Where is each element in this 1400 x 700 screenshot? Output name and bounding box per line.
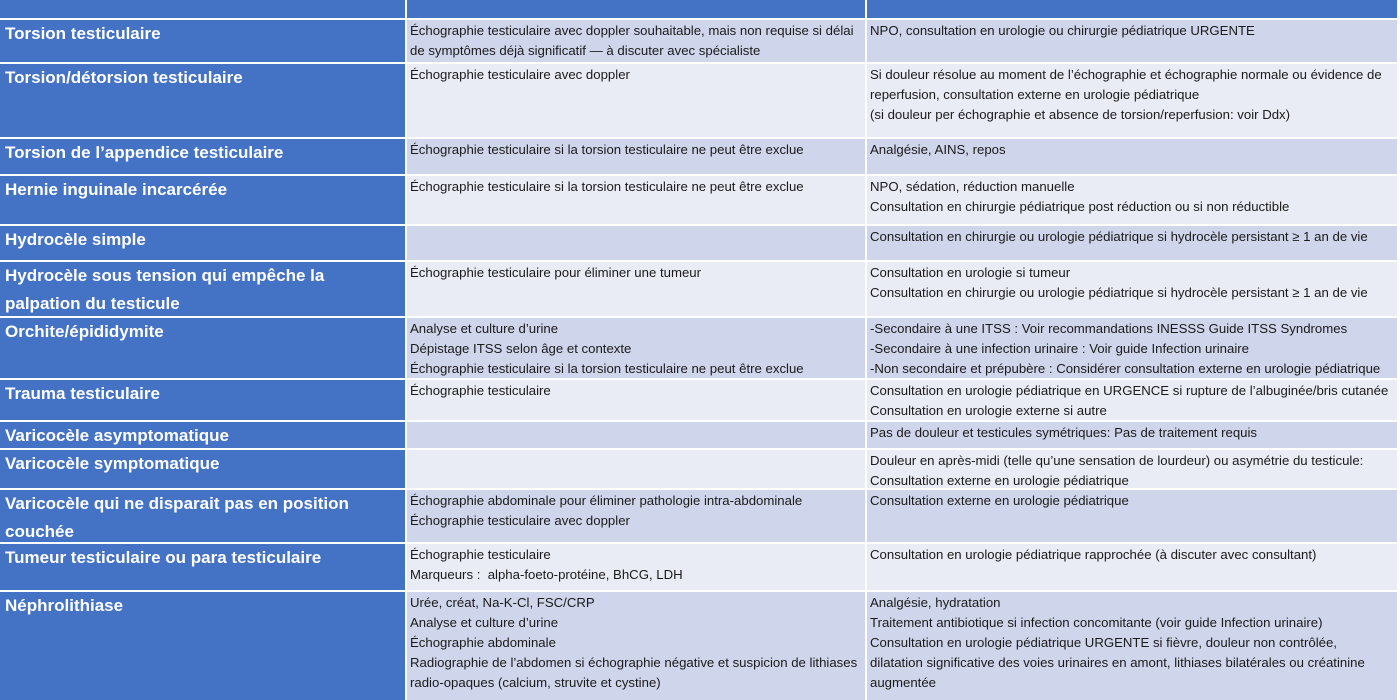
management-line: Traitement antibiotique si infection concomitante (voir guide Infection urinaire)	[870, 615, 1323, 630]
investigation-cell	[407, 450, 865, 488]
header-cell-diagnosis	[0, 0, 405, 18]
diagnosis-cell	[0, 20, 405, 62]
investigation-line: Échographie abdominale pour éliminer pathologie intra-abdominale	[410, 493, 803, 508]
management-cell	[867, 544, 1397, 590]
management-cell	[867, 176, 1397, 224]
management-line: Si douleur résolue au moment de l’échographie et échographie normale ou évidence de	[870, 67, 1382, 82]
management-line: (si douleur per échographie et absence de torsion/reperfusion: voir Ddx)	[870, 107, 1291, 122]
investigation-line: Échographie testiculaire avec doppler	[410, 67, 630, 82]
diagnosis-cell	[0, 262, 405, 316]
investigation-cell	[407, 20, 865, 62]
diagnosis-cell	[0, 139, 405, 174]
management-cell	[867, 262, 1397, 316]
investigation-line: Analyse et culture d’urine	[410, 321, 559, 336]
investigation-cell	[407, 176, 865, 224]
header-cell-management	[867, 0, 1397, 18]
management-line: Consultation en urologie externe si autre	[870, 403, 1107, 418]
management-cell	[867, 226, 1397, 260]
management-line: Consultation en chirurgie ou urologie pédiatrique si hydrocèle persistant ≥ 1 an de vie	[870, 229, 1368, 244]
management-line: augmentée	[870, 675, 936, 690]
diagnosis-cell	[0, 544, 405, 590]
investigation-cell	[407, 380, 865, 420]
investigation-line: Échographie testiculaire si la torsion testiculaire ne peut être exclue	[410, 142, 804, 157]
diagnosis-line: couchée	[5, 522, 74, 541]
diagnosis-cell	[0, 490, 405, 542]
management-line: Pas de douleur et testicules symétriques: Pas de traitement requis	[870, 425, 1258, 440]
investigation-cell	[407, 592, 865, 700]
investigation-cell	[407, 490, 865, 542]
investigation-line: Échographie testiculaire pour éliminer une tumeur	[410, 265, 702, 280]
management-cell	[867, 490, 1397, 542]
diagnosis-line: Trauma testiculaire	[5, 384, 160, 403]
management-line: Consultation en urologie pédiatrique en URGENCE si rupture de l’albuginée/bris cutanée	[870, 383, 1389, 398]
management-line: Consultation en chirurgie pédiatrique post réduction ou si non réductible	[870, 199, 1290, 214]
diagnosis-line: Varicocèle symptomatique	[5, 454, 220, 473]
management-line: -Secondaire à une infection urinaire : Voir guide Infection urinaire	[870, 341, 1250, 356]
management-cell	[867, 20, 1397, 62]
diagnosis-line: Orchite/épididymite	[5, 322, 164, 341]
diagnosis-line: Hydrocèle simple	[5, 230, 146, 249]
investigation-line: Échographie testiculaire	[410, 383, 551, 398]
investigation-line: Radiographie de l’abdomen si échographie négative et suspicion de lithiases	[410, 655, 858, 670]
management-line: Analgésie, AINS, repos	[870, 142, 1006, 157]
investigation-line: Marqueurs : alpha-foeto-protéine, BhCG, LDH	[410, 567, 683, 582]
investigation-cell	[407, 139, 865, 174]
investigation-cell	[407, 422, 865, 448]
investigation-line: Échographie testiculaire	[410, 547, 551, 562]
management-line: Douleur en après-midi (telle qu’une sensation de lourdeur) ou asymétrie du testicule:	[870, 453, 1364, 468]
diagnosis-line: Néphrolithiase	[5, 596, 124, 615]
diagnosis-cell	[0, 226, 405, 260]
investigation-cell	[407, 262, 865, 316]
management-line: Consultation en urologie pédiatrique rapprochée (à discuter avec consultant)	[870, 547, 1317, 562]
diagnosis-line: Varicocèle asymptomatique	[5, 426, 229, 445]
investigation-line: radio-opaques (calcium, struvite et cystine)	[410, 675, 661, 690]
diagnosis-line: Varicocèle qui ne disparait pas en position	[5, 494, 349, 513]
management-cell	[867, 422, 1397, 448]
management-line: NPO, consultation en urologie ou chirurgie pédiatrique URGENTE	[870, 23, 1255, 38]
diagnosis-cell	[0, 318, 405, 378]
investigation-line: Échographie testiculaire si la torsion testiculaire ne peut être exclue	[410, 179, 804, 194]
management-line: Consultation externe en urologie pédiatrique	[870, 473, 1129, 488]
investigation-cell	[407, 64, 865, 137]
diagnosis-line: Torsion testiculaire	[5, 24, 161, 43]
diagnosis-cell	[0, 380, 405, 420]
investigation-line: Analyse et culture d’urine	[410, 615, 559, 630]
management-line: Consultation externe en urologie pédiatrique	[870, 493, 1129, 508]
management-cell	[867, 450, 1397, 488]
management-cell	[867, 64, 1397, 137]
header-cell-investigation	[407, 0, 865, 18]
diagnosis-cell	[0, 176, 405, 224]
management-cell	[867, 592, 1397, 700]
investigation-line: Urée, créat, Na-K-Cl, FSC/CRP	[410, 595, 595, 610]
management-cell	[867, 380, 1397, 420]
diagnosis-line: Tumeur testiculaire ou para testiculaire	[5, 548, 322, 567]
investigation-line: Échographie testiculaire avec doppler souhaitable, mais non requise si délai	[410, 23, 854, 38]
diagnosis-cell	[0, 422, 405, 448]
diagnosis-line: Hernie inguinale incarcérée	[5, 180, 228, 199]
diagnosis-cell	[0, 592, 405, 700]
management-line: NPO, sédation, réduction manuelle	[870, 179, 1075, 194]
diagnosis-cell	[0, 64, 405, 137]
management-line: -Non secondaire et prépubère : Considérer consultation externe en urologie pédiatrique	[870, 361, 1381, 376]
diagnosis-line: Torsion de l’appendice testiculaire	[5, 143, 284, 162]
investigation-line: Échographie abdominale	[410, 635, 556, 650]
diagnosis-line: palpation du testicule	[5, 294, 180, 313]
investigation-cell	[407, 318, 865, 378]
management-cell	[867, 318, 1397, 378]
diagnosis-line: Hydrocèle sous tension qui empêche la	[5, 266, 325, 285]
diagnosis-line: Torsion/détorsion testiculaire	[5, 68, 243, 87]
management-line: reperfusion, consultation externe en urologie pédiatrique	[870, 87, 1200, 102]
management-line: -Secondaire à une ITSS : Voir recommandations INESSS Guide ITSS Syndromes	[870, 321, 1348, 336]
management-cell	[867, 139, 1397, 174]
management-line: dilatation significative des voies urinaires en amont, lithiases bilatérales ou créatinine	[870, 655, 1365, 670]
management-line: Consultation en chirurgie ou urologie pédiatrique si hydrocèle persistant ≥ 1 an de vie	[870, 285, 1368, 300]
investigation-line: Échographie testiculaire avec doppler	[410, 513, 630, 528]
management-line: Consultation en urologie si tumeur	[870, 265, 1071, 280]
diagnosis-cell	[0, 450, 405, 488]
investigation-line: de symptômes déjà significatif — à discuter avec spécialiste	[410, 43, 761, 58]
investigation-cell	[407, 544, 865, 590]
investigation-line: Dépistage ITSS selon âge et contexte	[410, 341, 632, 356]
management-line: Consultation en urologie pédiatrique URGENTE si fièvre, douleur non contrôlée,	[870, 635, 1337, 650]
investigation-line: Échographie testiculaire si la torsion testiculaire ne peut être exclue	[410, 361, 804, 376]
management-line: Analgésie, hydratation	[870, 595, 1001, 610]
investigation-cell	[407, 226, 865, 260]
